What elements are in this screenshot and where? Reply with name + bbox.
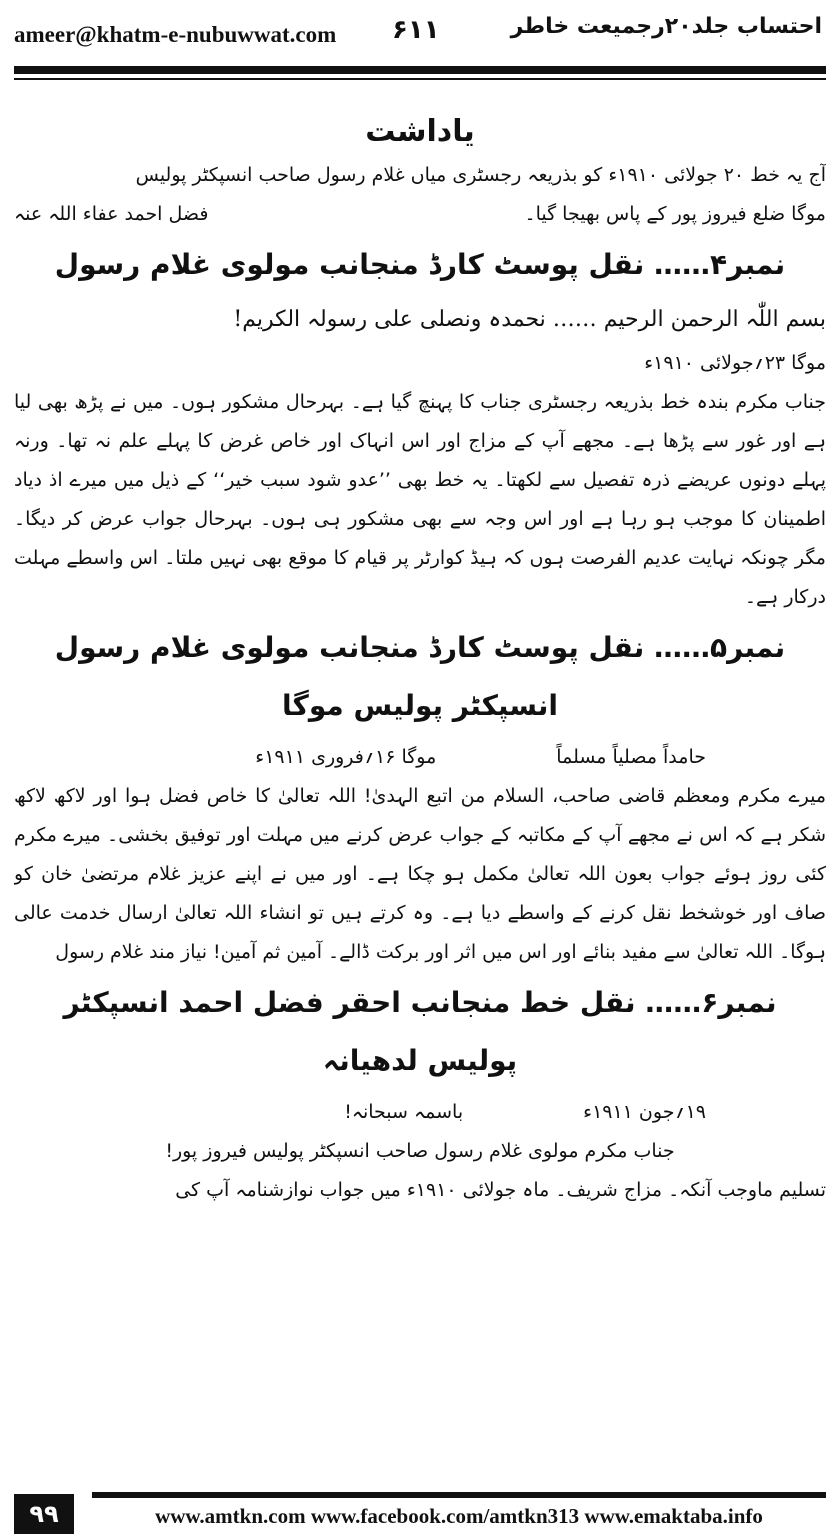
memo-line-2: موگا ضلع فیروز پور کے پاس بھیجا گیا۔ <box>524 203 826 225</box>
section-6-salutation-row <box>14 1092 826 1132</box>
footer-page-number: ۹۹ <box>14 1494 74 1534</box>
section-5-body: میرے مکرم ومعظم قاضی صاحب، السلام من اتبع الہدیٰ! اللہ تعالیٰ کا خاص فضل ہوا اور لاکھ لاکھ شکر ہے کہ اس نے مجھے آپ کے مکاتبہ کے جواب عرض کرنے میں مہلت اور توفیق بخشی۔ میرے مکرم کئی روز ہوئے جواب بعون اللہ تعالیٰ مکمل ہو چکا ہے۔ اور میں نے اپنے عزیز غلام مرتضیٰ خان کو صاف اور خوشخط نقل کرنے کے واسطے دیا ہے۔ وہ کرتے ہیں تو انشاء اللہ تعالیٰ ارسال خدمت عالی ہوگا۔ اللہ تعالیٰ سے مفید بنائے اور اس میں اثر اور برکت ڈالے۔ آمین ثم آمین! نیاز مند غلام رسول <box>14 785 826 963</box>
section-6-heading: نمبر۶…… نقل خط منجانب احقر فضل احمد انسپکٹر پولیس لدھیانہ <box>63 986 777 1077</box>
section-6-address: جناب مکرم مولوی غلام رسول صاحب انسپکٹر پولیس فیروز پور! <box>165 1140 675 1162</box>
section-4-body: جناب مکرم بندہ خط بذریعہ رجسٹری جناب کا پہنچ گیا ہے۔ بہرحال مشکور ہوں۔ میں نے پڑھ بھی لیا ہے اور غور سے پڑھا ہے۔ مجھے آپ کے مزاج اور اس انہاک اور خاص غرض کا پہلے علم نہ تھا۔ ورنہ پہلے دونوں عریضے ذرہ تفصیل سے لکھتا۔ یہ خط بھی ’’عدو شود سبب خیر‘‘ کے ذیل میں میرے اذ دیاد اطمینان کا موجب ہو رہا ہے اور اس وجہ سے بھی مشکور ہی ہوں۔ بہرحال جواب عرض کر دیگا۔ مگر چونکہ نہایت عدیم الفرصت ہوں کہ ہیڈ کوارٹر پر قیام کا موقع بھی نہیں ملتا۔ اس واسطے مہلت درکار ہے۔ <box>14 391 826 608</box>
footer-rule <box>92 1492 826 1498</box>
header-page-number: ۶۱۱ <box>392 15 440 45</box>
header-email: ameer@khatm-e-nubuwwat.com <box>14 22 337 47</box>
page-header <box>0 0 840 70</box>
memo-title: یاداشت <box>365 114 475 149</box>
memo-signature: فضل احمد عفاء اللہ عنہ <box>14 203 209 225</box>
header-book-title: احتساب جلد۲۰رجمیعت خاطر <box>510 14 822 39</box>
section-4-date: موگا ۲۳؍جولائی ۱۹۱۰ء <box>644 352 826 374</box>
page-footer <box>0 1488 840 1540</box>
section-5-salutation-row <box>14 737 826 777</box>
memo-line-2-row <box>14 195 826 234</box>
header-rule-thin <box>14 78 826 80</box>
page-body <box>14 108 826 1468</box>
section-5-heading: نمبر۵…… نقل پوسٹ کارڈ منجانب مولوی غلام رسول انسپکٹر پولیس موگا <box>54 631 786 722</box>
section-4-bismillah: بسم اللّٰہ الرحمن الرحیم …… نحمدہ ونصلی علی رسولہ الکریم! <box>233 307 826 332</box>
section-6-date: ۱۹؍جون ۱۹۱۱ء <box>583 1101 706 1123</box>
section-6-bismihi: باسمہ سبحانہ! <box>344 1101 464 1123</box>
section-6-body: تسلیم ماوجب آنکہ۔ مزاج شریف۔ ماہ جولائی ۱۹۱۰ء میں جواب نوازشنامہ آپ کی <box>175 1179 826 1201</box>
footer-links: www.amtkn.com www.facebook.com/amtkn313 www.emaktaba.info <box>155 1504 763 1528</box>
section-5-greeting: حامداً مصلیاً مسلماً <box>556 746 706 768</box>
section-4-heading: نمبر۴…… نقل پوسٹ کارڈ منجانب مولوی غلام رسول <box>54 248 786 281</box>
header-rule-thick <box>14 66 826 74</box>
section-5-date: موگا ۱۶؍فروری ۱۹۱۱ء <box>255 746 437 768</box>
memo-line-1: آج یہ خط ۲۰ جولائی ۱۹۱۰ء کو بذریعہ رجسٹری میاں غلام رسول صاحب انسپکٹر پولیس <box>135 164 826 186</box>
